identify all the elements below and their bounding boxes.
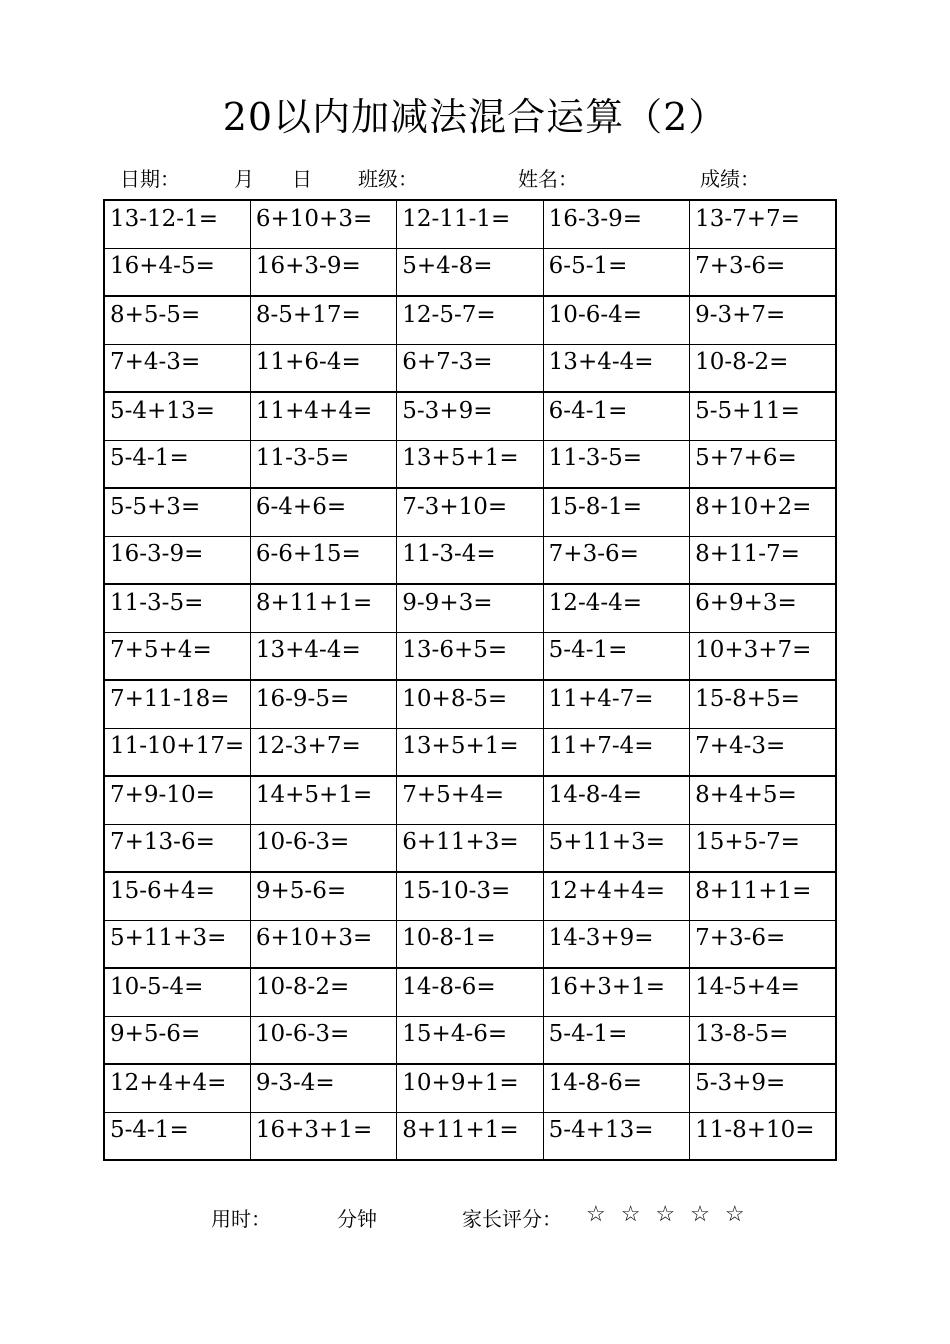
problem-cell	[104, 344, 250, 392]
problem-cell	[104, 392, 250, 440]
problem-cell	[543, 824, 689, 872]
problem-cell	[250, 1064, 396, 1112]
problem-cell	[690, 248, 836, 296]
problem-cell	[690, 824, 836, 872]
day-label: 日	[292, 167, 312, 191]
problem-cell	[543, 776, 689, 824]
problem-cell	[250, 488, 396, 536]
problem-text: 6-4-1=	[548, 397, 628, 424]
problem-text: 6-6+15=	[255, 541, 361, 568]
date-label: 日期：	[120, 167, 180, 191]
problem-cell	[690, 1064, 836, 1112]
problem-cell	[250, 296, 396, 344]
problem-row	[104, 920, 836, 968]
problem-row	[104, 392, 836, 440]
problem-text: 7+3-6=	[695, 253, 786, 280]
problem-cell	[690, 440, 836, 488]
problem-cell	[690, 1112, 836, 1160]
problem-text: 10+9+1=	[402, 1069, 519, 1096]
problem-cell	[104, 1016, 250, 1064]
problem-cell	[104, 488, 250, 536]
problem-cell	[543, 248, 689, 296]
problem-cell	[250, 1016, 396, 1064]
problem-cell	[690, 632, 836, 680]
problem-cell	[543, 632, 689, 680]
problem-cell	[543, 920, 689, 968]
score-label: 成绩：	[700, 167, 760, 191]
problem-text: 14+5+1=	[255, 781, 373, 808]
problem-cell	[250, 824, 396, 872]
problem-text: 5+7+6=	[695, 445, 797, 472]
problem-text: 5+4-8=	[402, 253, 493, 280]
problem-text: 8+5-5=	[110, 301, 201, 328]
problem-text: 8+11+1=	[255, 589, 373, 616]
problem-text: 15-8-1=	[548, 493, 643, 520]
problem-cell	[104, 968, 250, 1016]
problem-text: 5-4-1=	[110, 1117, 189, 1144]
problem-text: 14-8-6=	[548, 1069, 643, 1096]
problem-text: 15-8+5=	[695, 685, 800, 712]
problem-row	[104, 824, 836, 872]
time-label: 用时：	[211, 1207, 271, 1231]
problem-row	[104, 584, 836, 632]
problem-row	[104, 728, 836, 776]
problem-row	[104, 440, 836, 488]
problem-cell	[397, 344, 543, 392]
problem-text: 10-6-4=	[548, 301, 643, 328]
problem-cell	[543, 488, 689, 536]
problem-cell	[543, 1112, 689, 1160]
problem-text: 14-8-6=	[402, 973, 496, 1000]
problem-cell	[690, 296, 836, 344]
problem-cell	[104, 680, 250, 728]
problem-cell	[690, 344, 836, 392]
problem-cell	[397, 728, 543, 776]
problem-cell	[397, 440, 543, 488]
problem-text: 11+4-7=	[548, 685, 654, 712]
problem-text: 15-6+4=	[110, 877, 215, 904]
problem-cell	[250, 968, 396, 1016]
problem-text: 12-5-7=	[402, 301, 496, 328]
problem-text: 9+5-6=	[110, 1021, 201, 1048]
problem-text: 12-3+7=	[255, 733, 361, 760]
problem-cell	[543, 344, 689, 392]
problem-cell	[250, 920, 396, 968]
problem-cell	[543, 728, 689, 776]
problem-cell	[104, 776, 250, 824]
problem-text: 10-6-3=	[255, 1021, 350, 1048]
problem-text: 12-11-1=	[402, 205, 511, 232]
problem-text: 15-10-3=	[402, 877, 511, 904]
problem-cell	[104, 728, 250, 776]
problem-cell	[397, 248, 543, 296]
problem-cell	[104, 1112, 250, 1160]
problem-cell	[397, 1016, 543, 1064]
problem-row	[104, 680, 836, 728]
problem-text: 5-4+13=	[548, 1117, 654, 1144]
problem-text: 5-3+9=	[695, 1069, 786, 1096]
problem-text: 5-4-1=	[548, 637, 628, 664]
problem-cell	[397, 1064, 543, 1112]
problem-text: 7-3+10=	[402, 493, 508, 520]
problem-cell	[104, 584, 250, 632]
problem-cell	[397, 872, 543, 920]
problem-text: 16+3+1=	[548, 973, 666, 1000]
problem-text: 7+4-3=	[110, 349, 201, 376]
problem-row	[104, 1016, 836, 1064]
problem-cell	[104, 872, 250, 920]
problem-text: 5-4+13=	[110, 397, 215, 424]
problem-cell	[543, 872, 689, 920]
problem-text: 6+10+3=	[255, 205, 373, 232]
problem-row	[104, 344, 836, 392]
problem-row	[104, 776, 836, 824]
problem-text: 9+5-6=	[255, 877, 347, 904]
problem-text: 11+4+4=	[255, 397, 373, 424]
problem-cell	[397, 776, 543, 824]
problem-text: 7+3-6=	[548, 541, 639, 568]
problem-text: 11+6-4=	[255, 349, 361, 376]
problem-cell	[250, 680, 396, 728]
problem-text: 10+8-5=	[402, 685, 508, 712]
problem-text: 13-6+5=	[402, 637, 508, 664]
problem-text: 7+13-6=	[110, 829, 215, 856]
problem-text: 12+4+4=	[110, 1069, 227, 1096]
problem-cell	[543, 968, 689, 1016]
problem-cell	[104, 200, 250, 248]
problem-cell	[104, 536, 250, 584]
problem-grid	[103, 199, 837, 1161]
class-label: 班级：	[358, 167, 418, 191]
problem-cell	[543, 584, 689, 632]
problem-text: 7+4-3=	[695, 733, 786, 760]
problem-text: 16-3-9=	[548, 205, 643, 232]
problem-cell	[250, 536, 396, 584]
problem-cell	[690, 872, 836, 920]
problem-cell	[250, 872, 396, 920]
star-rating-icons: ☆ ☆ ☆ ☆ ☆	[586, 1202, 749, 1227]
problem-text: 5-5+3=	[110, 493, 201, 520]
name-label: 姓名：	[518, 167, 578, 191]
problem-cell	[104, 632, 250, 680]
problem-text: 8-5+17=	[255, 301, 361, 328]
problem-cell	[690, 968, 836, 1016]
problem-text: 16+4-5=	[110, 253, 215, 280]
problem-cell	[397, 536, 543, 584]
problem-cell	[250, 632, 396, 680]
problem-text: 10-8-1=	[402, 925, 496, 952]
problem-row	[104, 536, 836, 584]
problem-cell	[104, 824, 250, 872]
problem-cell	[543, 392, 689, 440]
problem-cell	[690, 776, 836, 824]
problem-cell	[543, 440, 689, 488]
minutes-label: 分钟	[337, 1207, 377, 1231]
problem-cell	[397, 1112, 543, 1160]
problem-text: 5+11+3=	[110, 925, 227, 952]
problem-cell	[104, 440, 250, 488]
problem-text: 6+7-3=	[402, 349, 493, 376]
problem-row	[104, 488, 836, 536]
problem-row	[104, 872, 836, 920]
problem-cell	[397, 920, 543, 968]
problem-cell	[543, 200, 689, 248]
problem-text: 5-4-1=	[548, 1021, 628, 1048]
problem-row	[104, 1064, 836, 1112]
problem-cell	[397, 824, 543, 872]
problem-text: 13+4-4=	[548, 349, 654, 376]
problem-row	[104, 296, 836, 344]
problem-text: 13-7+7=	[695, 205, 800, 232]
problem-text: 16+3+1=	[255, 1117, 373, 1144]
problem-text: 8+11-7=	[695, 541, 800, 568]
problem-text: 11-3-5=	[110, 589, 204, 616]
parent-rating-label: 家长评分：	[462, 1207, 562, 1231]
problem-cell	[250, 584, 396, 632]
problem-cell	[543, 1016, 689, 1064]
problem-text: 8+10+2=	[695, 493, 812, 520]
problem-text: 16-3-9=	[110, 541, 204, 568]
problem-text: 13+5+1=	[402, 445, 519, 472]
problem-cell	[397, 392, 543, 440]
problem-text: 11-10+17=	[110, 733, 245, 760]
problem-text: 8+11+1=	[402, 1117, 519, 1144]
problem-row	[104, 968, 836, 1016]
problem-cell	[690, 392, 836, 440]
problem-cell	[543, 536, 689, 584]
problem-text: 11-3-5=	[548, 445, 643, 472]
problem-text: 8+4+5=	[695, 781, 797, 808]
problem-cell	[397, 200, 543, 248]
problem-text: 14-5+4=	[695, 973, 800, 1000]
problem-text: 13-8-5=	[695, 1021, 789, 1048]
problem-cell	[250, 728, 396, 776]
problem-text: 13+4-4=	[255, 637, 361, 664]
problem-text: 6+11+3=	[402, 829, 519, 856]
problem-cell	[250, 248, 396, 296]
problem-text: 15+5-7=	[695, 829, 800, 856]
problem-text: 5+11+3=	[548, 829, 666, 856]
problem-text: 8+11+1=	[695, 877, 812, 904]
problem-cell	[104, 920, 250, 968]
footer-row	[0, 1203, 950, 1231]
problem-cell	[690, 536, 836, 584]
problem-cell	[104, 296, 250, 344]
problem-text: 12-4-4=	[548, 589, 643, 616]
problem-cell	[690, 728, 836, 776]
problem-text: 10+3+7=	[695, 637, 812, 664]
problem-text: 6-5-1=	[548, 253, 628, 280]
problem-text: 7+5+4=	[110, 637, 212, 664]
problem-cell	[690, 920, 836, 968]
problem-text: 11-8+10=	[695, 1117, 815, 1144]
problem-text: 14-8-4=	[548, 781, 643, 808]
problem-row	[104, 200, 836, 248]
problem-cell	[543, 680, 689, 728]
problem-text: 6+10+3=	[255, 925, 373, 952]
problem-text: 6+9+3=	[695, 589, 797, 616]
problem-text: 12+4+4=	[548, 877, 666, 904]
problem-text: 16-9-5=	[255, 685, 350, 712]
problem-text: 5-4-1=	[110, 445, 189, 472]
problem-cell	[250, 200, 396, 248]
problem-row	[104, 248, 836, 296]
problem-text: 13-12-1=	[110, 205, 218, 232]
problem-cell	[104, 1064, 250, 1112]
problem-cell	[250, 776, 396, 824]
problem-text: 13+5+1=	[402, 733, 519, 760]
problem-text: 11+7-4=	[548, 733, 654, 760]
problem-text: 7+9-10=	[110, 781, 215, 808]
problem-row	[104, 632, 836, 680]
problem-cell	[104, 248, 250, 296]
problem-text: 15+4-6=	[402, 1021, 508, 1048]
problem-cell	[250, 344, 396, 392]
problem-cell	[690, 488, 836, 536]
problem-cell	[690, 680, 836, 728]
problem-text: 7+5+4=	[402, 781, 504, 808]
problem-text: 7+3-6=	[695, 925, 786, 952]
problem-cell	[397, 584, 543, 632]
problem-text: 9-3-4=	[255, 1069, 335, 1096]
problem-cell	[397, 632, 543, 680]
problem-cell	[543, 296, 689, 344]
problem-text: 5-3+9=	[402, 397, 493, 424]
problem-text: 6-4+6=	[255, 493, 347, 520]
problem-cell	[250, 1112, 396, 1160]
problem-cell	[250, 440, 396, 488]
problem-text: 9-3+7=	[695, 301, 786, 328]
worksheet-title: 20以内加减法混合运算（2）	[222, 95, 728, 139]
student-info-row	[0, 163, 950, 191]
problem-text: 10-8-2=	[695, 349, 789, 376]
problem-text: 5-5+11=	[695, 397, 800, 424]
problem-cell	[397, 968, 543, 1016]
problem-text: 10-8-2=	[255, 973, 350, 1000]
problem-text: 10-5-4=	[110, 973, 204, 1000]
month-label: 月	[234, 167, 254, 191]
problem-text: 11-3-4=	[402, 541, 496, 568]
problem-cell	[250, 392, 396, 440]
problem-cell	[690, 1016, 836, 1064]
problem-text: 11-3-5=	[255, 445, 350, 472]
problem-cell	[397, 488, 543, 536]
problem-row	[104, 1112, 836, 1160]
problem-cell	[397, 296, 543, 344]
problem-text: 9-9+3=	[402, 589, 493, 616]
problem-cell	[690, 584, 836, 632]
problem-text: 16+3-9=	[255, 253, 361, 280]
problem-text: 14-3+9=	[548, 925, 654, 952]
problem-cell	[543, 1064, 689, 1112]
problem-text: 10-6-3=	[255, 829, 350, 856]
problem-text: 7+11-18=	[110, 685, 230, 712]
problem-cell	[690, 200, 836, 248]
problem-cell	[397, 680, 543, 728]
